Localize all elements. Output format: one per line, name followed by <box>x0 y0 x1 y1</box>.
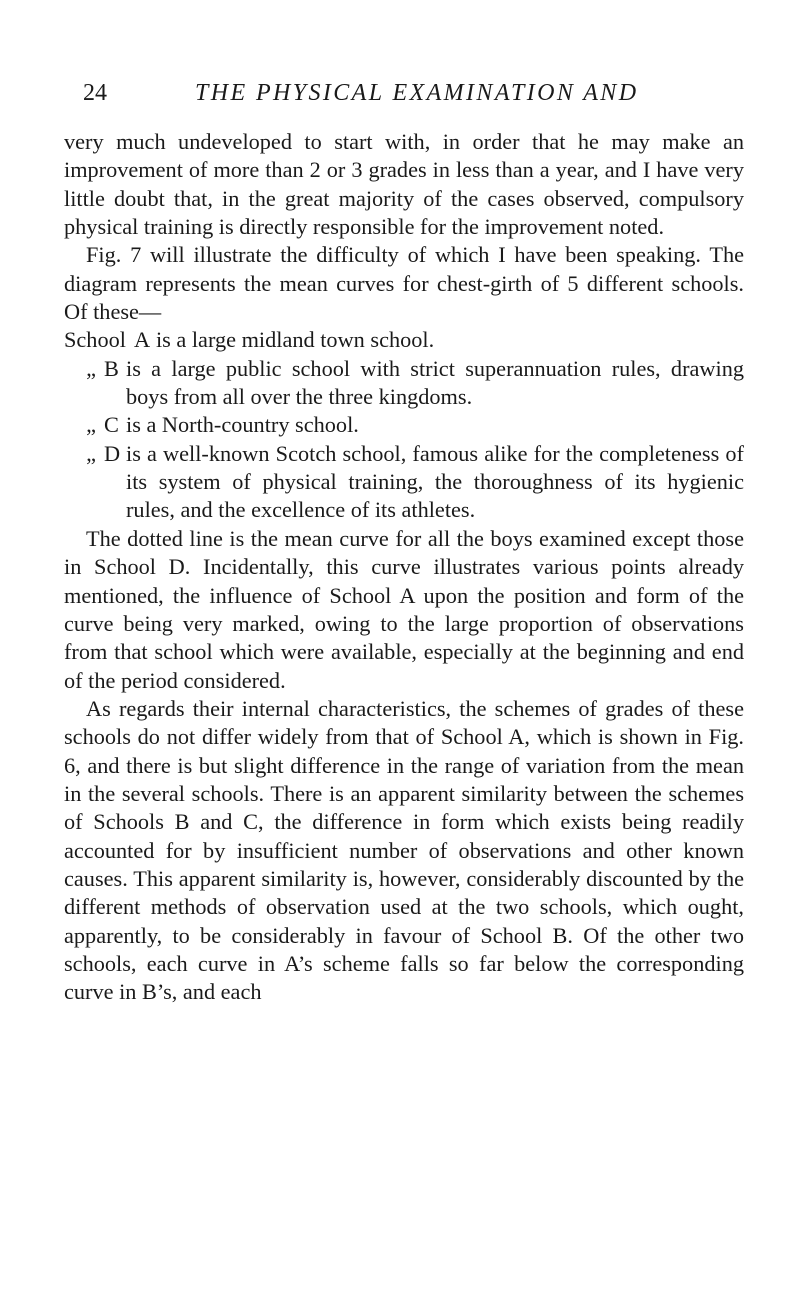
school-entry-d <box>64 440 744 525</box>
school-letter: A <box>133 327 151 353</box>
page-number: 24 <box>83 80 107 106</box>
school-letter: D <box>104 440 121 466</box>
school-description: is a well-known Scotch school, famous alike for the completeness of its system of physical training, the thoroughness of its hygienic rules, and the excellence of its athletes. <box>126 440 744 523</box>
school-description: is a North-country school. <box>126 412 359 438</box>
school-entry-c <box>64 411 744 439</box>
running-head <box>83 78 735 108</box>
running-title: THE PHYSICAL EXAMINATION AND <box>195 80 639 106</box>
school-prefix: School <box>64 327 126 353</box>
school-description: is a large public school with strict superannuation rules, drawing boys from all over the three kingdoms. <box>126 355 744 410</box>
paragraph-internal-characteristics: As regards their internal characteristics, the schemes of grades of these schools do not differ widely from that of School A, which is shown in Fig. 6, and there is but slight difference in the range of variation from the mean in the several schools. There is an apparent similarity between the schemes of Schools B and C, the difference in form which exists being readily accounted for by insufficient number of observations and other known causes. This apparent similarity is, however, considerably discounted by the different methods of observation used at the two schools, which ought, apparently, to be considerably in favour of School B. Of the other two schools, each curve in A’s scheme falls so far below the corresponding curve in B’s, and each <box>64 695 744 1005</box>
school-letter: B <box>104 355 119 381</box>
ditto-mark: „ <box>86 440 96 466</box>
school-list <box>64 326 744 524</box>
paragraph-fig7-intro: Fig. 7 will illustrate the difficulty of which I have been speaking. The diagram represents the mean curves for chest-girth of 5 different schools. Of these— <box>64 242 744 325</box>
ditto-mark: „ <box>86 355 96 381</box>
ditto-mark: „ <box>86 412 96 438</box>
school-description: is a large midland town school. <box>155 327 435 353</box>
paragraph-dotted-line: The dotted line is the mean curve for all the boys examined except those in School D. Incidentally, this curve illustrates various points already mentioned, the influence of School A upon the position and form of the curve being very marked, owing to the large proportion of observations from that school which were available, especially at the beginning and end of the period considered. <box>64 525 744 693</box>
school-entry-a <box>64 326 744 354</box>
school-entry-b <box>64 355 744 412</box>
school-letter: C <box>104 412 119 438</box>
paragraph-continuation: very much undeveloped to start with, in order that he may make an improvement of more than 2 or 3 grades in less than a year, and I have very little doubt that, in the great majority of the cases observed, compulsory physical training is directly responsible for the improvement noted. <box>64 129 744 240</box>
body-text <box>64 128 744 1007</box>
